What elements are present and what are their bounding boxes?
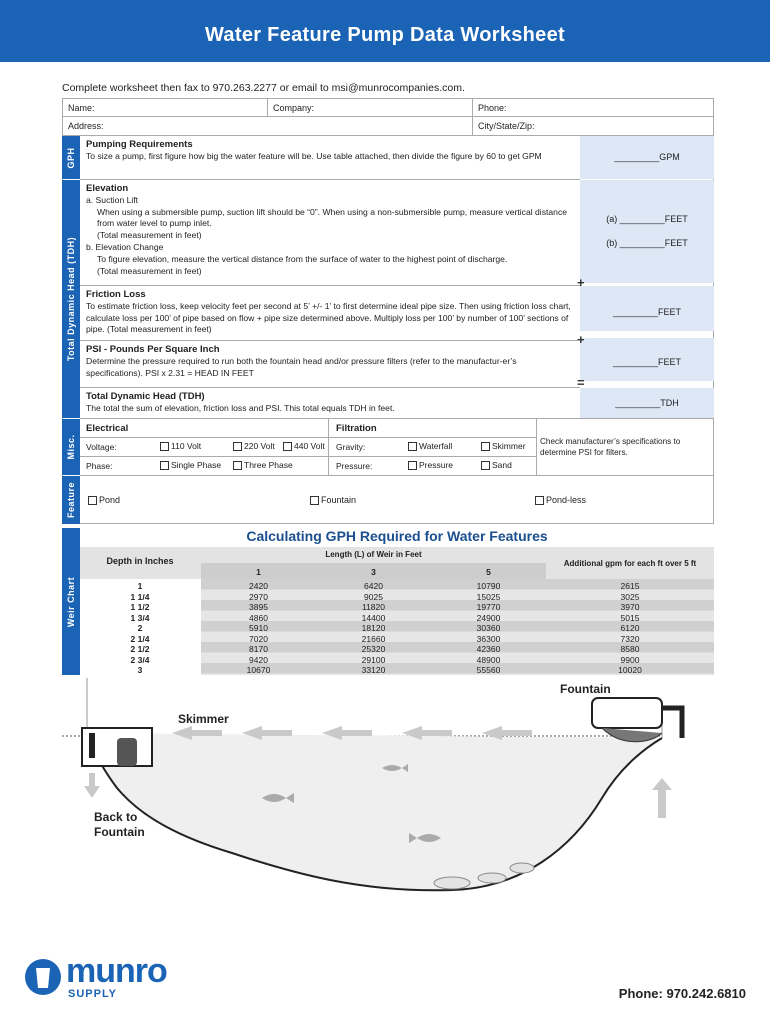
volt-110-option[interactable]: 110 Volt [160, 441, 201, 451]
length-header: Length (L) of Weir in Feet [325, 550, 422, 559]
friction-section [80, 286, 580, 341]
checkbox-icon [160, 442, 169, 451]
skimmer-label: Skimmer [178, 712, 229, 726]
elevation-answer[interactable] [580, 180, 714, 283]
footer-phone: Phone: 970.242.6810 [618, 986, 746, 1001]
value-cell: 2970 [249, 591, 268, 602]
pond-option[interactable]: Pond [88, 495, 120, 505]
checkbox-icon [408, 461, 417, 470]
fountain-unit [592, 698, 662, 728]
value-cell: 2615 [620, 581, 640, 591]
side-tdh: Total Dynamic Head (TDH) [62, 180, 80, 418]
pressure-label: Pressure: [336, 461, 373, 471]
voltage-label: Voltage: [86, 442, 117, 452]
depth-cell: 2 [137, 623, 143, 633]
elevation-title: Elevation [86, 183, 129, 194]
elevation-section [80, 180, 580, 286]
depth-header: Depth in Inches [106, 556, 174, 566]
volt-220-option[interactable]: 220 Volt [233, 441, 275, 451]
value-cell: 6420 [364, 581, 383, 591]
value-cell: 29100 [361, 654, 386, 665]
friction-answer[interactable]: _________FEET [580, 286, 714, 331]
checkbox-icon [408, 442, 417, 451]
pumping-section [80, 136, 580, 180]
city-label: City/State/Zip: [478, 121, 535, 131]
depth-cell: 1 1/2 [130, 602, 150, 612]
psi-section [80, 341, 580, 388]
elevation-change-total: (Total measurement in feet) [97, 265, 202, 276]
gravity-label: Gravity: [336, 442, 366, 452]
tdh-answer[interactable]: _________TDH [580, 388, 714, 418]
value-cell: 14400 [361, 612, 386, 623]
depth-cell: 1 1/4 [130, 591, 150, 602]
value-cell: 9025 [364, 591, 383, 602]
value-cell: 36300 [476, 633, 501, 644]
value-cell: 9420 [249, 654, 268, 665]
col-5-header: 5 [486, 567, 491, 577]
additional-header: Additional gpm for each ft over 5 ft [563, 559, 697, 568]
value-cell: 3895 [249, 602, 268, 612]
value-cell: 5910 [249, 623, 268, 633]
depth-cell: 1 3/4 [130, 612, 150, 623]
depth-cell: 1 [137, 581, 143, 591]
tdh-text: The total the sum of elevation, friction loss and PSI. This total equals TDH in feet. [86, 402, 395, 413]
value-cell: 42360 [476, 644, 501, 654]
value-cell: 6120 [620, 623, 640, 633]
suction-lift-label: a. Suction Lift [86, 194, 139, 205]
phone-label: Phone: [478, 103, 507, 113]
pressure-option[interactable]: Pressure [408, 460, 453, 470]
tdh-title: Total Dynamic Head (TDH) [86, 391, 205, 402]
table-row [80, 665, 714, 676]
side-feature: Feature [62, 476, 80, 524]
value-cell: 19770 [476, 602, 501, 612]
value-cell: 48900 [476, 654, 501, 665]
misc-divider-2 [536, 419, 537, 475]
value-cell: 8170 [249, 644, 268, 654]
depth-cell: 2 1/4 [130, 633, 150, 644]
fountain-option[interactable]: Fountain [310, 495, 356, 505]
tdh-section [80, 388, 714, 419]
value-cell: 2420 [249, 581, 268, 591]
plus-sign-1: + [577, 275, 585, 290]
munro-logo [24, 954, 204, 1004]
address-label: Address: [68, 121, 104, 131]
contact-row-1 [62, 98, 714, 117]
misc-hline-1 [80, 437, 536, 438]
skimmer-option[interactable]: Skimmer [481, 441, 526, 451]
single-phase-option[interactable]: Single Phase [160, 460, 221, 470]
suction-lift-text: When using a submersible pump, suction lift should be “0”. When using a non-submersible pump, measure vertical distance from water level to pump inlet. [97, 206, 568, 229]
depth-cell: 2 1/2 [130, 644, 150, 654]
value-cell: 18120 [361, 623, 386, 633]
checkbox-icon [160, 461, 169, 470]
pumping-text: To size a pump, first figure how big the water feature will be. Use table attached, then divide the figure by 60 to get GPM [86, 150, 542, 161]
sand-option[interactable]: Sand [481, 460, 512, 470]
side-weir: Weir Chart [62, 528, 80, 675]
side-gph: GPH [62, 136, 80, 179]
back-to-fountain-label: Back to Fountain [94, 810, 145, 839]
page-title: Water Feature Pump Data Worksheet [0, 0, 770, 62]
gpm-answer[interactable]: _________GPM [580, 136, 714, 179]
value-cell: 15025 [476, 591, 501, 602]
phase-label: Phase: [86, 461, 113, 471]
value-cell: 8580 [620, 644, 640, 654]
psi-text: Determine the pressure required to run both the fountain head and/or pressure filters (refer to the manufactur-er’s specifications). PSI x 2.31 = HEAD IN FEET [86, 355, 517, 378]
value-cell: 7020 [249, 633, 268, 644]
misc-hline-2 [80, 456, 536, 457]
depth-cell: 3 [137, 665, 143, 675]
table-row [80, 634, 714, 645]
table-row [80, 581, 714, 592]
value-cell: 25320 [361, 644, 386, 654]
fountain-label: Fountain [560, 682, 611, 696]
waterfall-option[interactable]: Waterfall [408, 441, 452, 451]
value-cell: 33120 [361, 665, 386, 675]
filtration-title: Filtration [336, 423, 377, 434]
checkbox-icon [283, 442, 292, 451]
value-cell: 3970 [620, 602, 640, 612]
city-field[interactable] [473, 117, 713, 135]
chart-title: Calculating GPH Required for Water Features [246, 528, 548, 544]
value-cell: 10670 [246, 665, 271, 675]
checkbox-icon [233, 442, 242, 451]
logo-name: munro [66, 952, 167, 990]
three-phase-option[interactable]: Three Phase [233, 460, 293, 470]
psi-title: PSI - Pounds Per Square Inch [86, 344, 220, 355]
value-cell: 24900 [476, 612, 501, 623]
friction-text: To estimate friction loss, keep velocity feet per second at 5’ +/- 1’ to first determine ideal pipe size. Then using friction loss chart, calculate loss per 100’ of pipe based on flow + pipe size determined above. Multiply loss per 100’ by number of 100’ sections of pipe. (Total measurement in feet) [86, 300, 571, 335]
skimmer-pump [117, 738, 137, 766]
misc-divider-1 [328, 419, 329, 475]
col-3-header: 3 [371, 567, 376, 577]
psi-answer[interactable]: _________FEET [580, 338, 714, 381]
intro-text: Complete worksheet then fax to 970.263.2277 or email to msi@munrocompanies.com. [62, 82, 465, 94]
value-cell: 10020 [618, 665, 642, 675]
name-field[interactable] [63, 99, 268, 116]
equals-sign: = [577, 375, 585, 390]
suction-lift-total: (Total measurement in feet) [97, 230, 202, 241]
checkbox-icon [310, 496, 319, 505]
electrical-title: Electrical [86, 423, 129, 434]
pondless-option[interactable]: Pond-less [535, 495, 586, 505]
checkbox-icon [88, 496, 97, 505]
value-cell: 3025 [620, 591, 640, 602]
plus-sign-2: + [577, 332, 585, 347]
elevation-change-label: b. Elevation Change [86, 241, 164, 252]
contact-row-2 [62, 117, 714, 136]
value-cell: 7320 [620, 633, 640, 644]
company-label: Company: [273, 103, 315, 113]
name-label: Name: [68, 103, 95, 113]
logo-sub: SUPPLY [68, 988, 118, 1000]
table-row [80, 592, 714, 603]
pond-diagram [62, 678, 714, 908]
filter-note: Check manufacturer’s specifications to determine PSI for filters. [540, 437, 681, 457]
elevation-b-answer: (b) _________FEET [606, 238, 688, 248]
table-row [80, 602, 714, 613]
feature-section [80, 476, 714, 524]
volt-440-option[interactable]: 440 Volt [283, 441, 325, 451]
weir-table [80, 547, 714, 675]
water-drop-icon [24, 956, 62, 998]
table-row [80, 655, 714, 666]
table-row [80, 613, 714, 624]
value-cell: 30360 [476, 623, 501, 633]
weir-rows [80, 581, 714, 676]
elevation-a-answer: (a) _________FEET [606, 214, 688, 224]
elevation-change-text: To figure elevation, measure the vertical distance from the surface of water to the highest point of discharge. [97, 253, 508, 264]
phone-field[interactable] [473, 99, 713, 116]
value-cell: 9900 [620, 654, 640, 665]
table-row [80, 623, 714, 634]
table-row [80, 644, 714, 655]
misc-section [80, 419, 714, 476]
value-cell: 5015 [620, 612, 640, 623]
checkbox-icon [481, 461, 490, 470]
value-cell: 11820 [361, 602, 385, 612]
checkbox-icon [481, 442, 490, 451]
value-cell: 4860 [249, 612, 268, 623]
pumping-title: Pumping Requirements [86, 139, 193, 150]
friction-title: Friction Loss [86, 289, 146, 300]
checkbox-icon [535, 496, 544, 505]
value-cell: 10790 [476, 581, 501, 591]
side-misc: Misc. [62, 419, 80, 475]
company-field[interactable] [268, 99, 473, 116]
address-field[interactable] [63, 117, 473, 135]
col-1-header: 1 [256, 567, 261, 577]
depth-cell: 2 3/4 [130, 654, 150, 665]
value-cell: 55560 [476, 665, 501, 675]
value-cell: 21660 [361, 633, 386, 644]
checkbox-icon [233, 461, 242, 470]
